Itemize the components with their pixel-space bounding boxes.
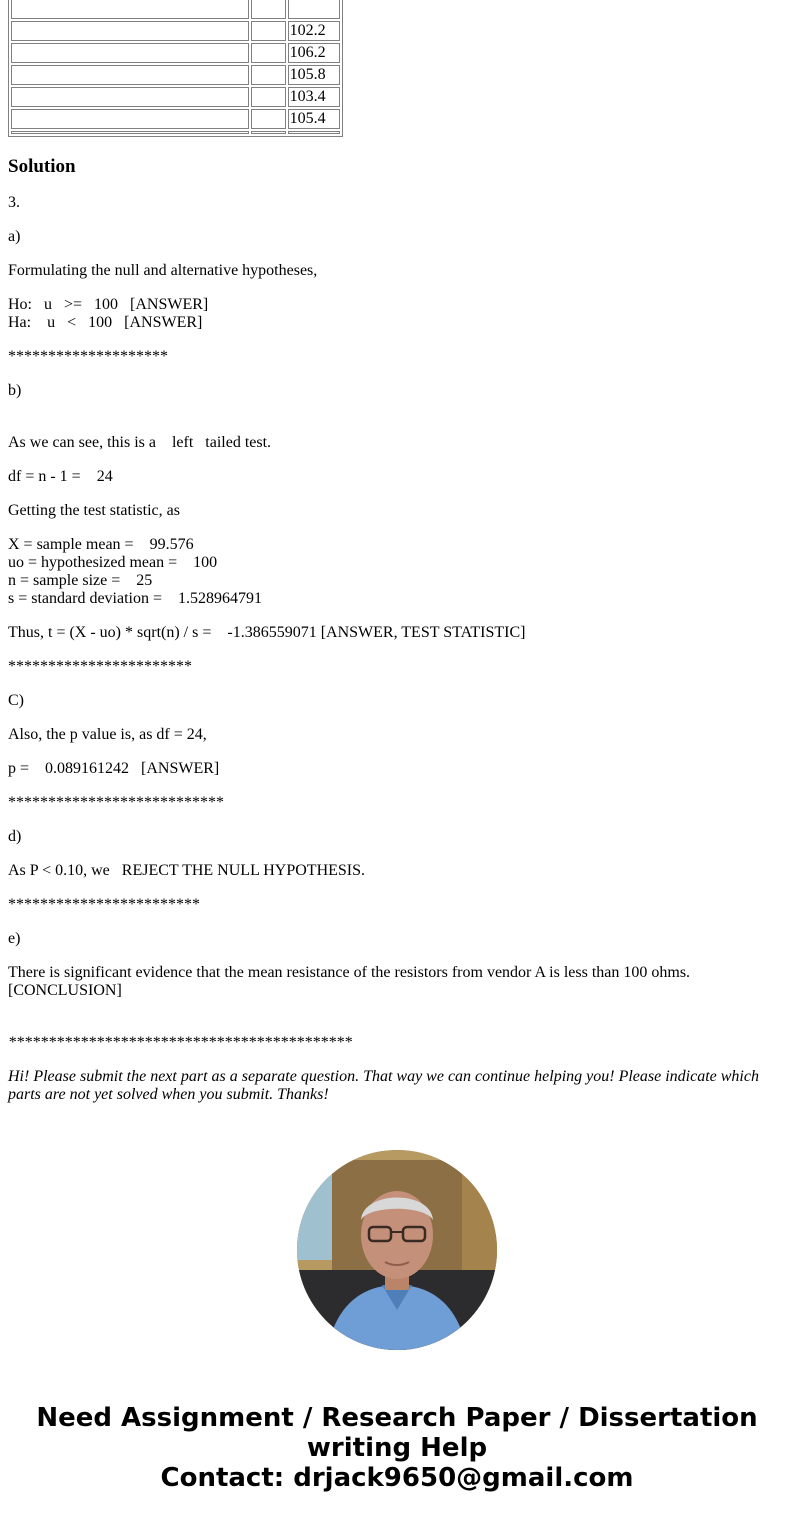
table-row-stub [11, 131, 340, 134]
table-cell: 102.2 [288, 21, 340, 41]
separator: ************************ [8, 896, 200, 913]
hypothesized-mean: uo = hypothesized mean = 100 [8, 554, 218, 571]
test-statistic: Thus, t = (X - uo) * sqrt(n) / s = -1.386559071 [ANSWER, TEST STATISTIC] [8, 624, 526, 641]
p-value: p = 0.089161242 [ANSWER] [8, 760, 220, 777]
table-cell [288, 0, 340, 19]
banner-line-2: writing Help [306, 1433, 488, 1463]
table-cell [251, 87, 285, 107]
table-cell: 105.4 [288, 109, 340, 129]
table-row [11, 43, 340, 63]
hypotheses [8, 296, 786, 332]
alternative-hypothesis: Ha: u < 100 [ANSWER] [8, 314, 203, 331]
conclusion-text: There is significant evidence that the mean resistance of the resistors from vendor A is less than 100 ohms. [8, 964, 691, 981]
table-row [11, 87, 340, 107]
solution-heading: Solution [8, 156, 76, 177]
author-photo [297, 1150, 497, 1350]
sample-mean: X = sample mean = 99.576 [8, 536, 194, 553]
sample-size: n = sample size = 25 [8, 572, 153, 589]
separator: ******************************************* [8, 1034, 352, 1051]
banner-line-1: Need Assignment / Research Paper / Dissertation [36, 1403, 758, 1433]
table-cell [11, 65, 249, 85]
table-row [11, 0, 340, 19]
tail-statement: As we can see, this is a left tailed test. [8, 434, 272, 451]
separator: ******************** [8, 348, 168, 365]
document [8, 0, 786, 1355]
table-cell [11, 87, 249, 107]
promo-banner [0, 1403, 794, 1493]
table-cell [11, 109, 249, 129]
table-row [11, 65, 340, 85]
conclusion [8, 964, 786, 1000]
separator: *********************** [8, 658, 192, 675]
separator: *************************** [8, 794, 224, 811]
question-number: 3. [8, 194, 20, 211]
part-b-label: b) [8, 382, 22, 399]
test-statistic-intro: Getting the test statistic, as [8, 502, 180, 519]
banner-contact: Contact: drjack9650@gmail.com [160, 1463, 634, 1493]
avatar-container [8, 1150, 786, 1355]
data-table [8, 0, 343, 137]
part-c-label: C) [8, 692, 24, 709]
table-cell [11, 21, 249, 41]
table-cell [251, 21, 285, 41]
table-cell [251, 65, 285, 85]
table-cell [11, 43, 249, 63]
p-value-intro: Also, the p value is, as df = 24, [8, 726, 207, 743]
part-a-label: a) [8, 228, 21, 245]
table-row [11, 21, 340, 41]
table-row [11, 109, 340, 129]
table-cell [251, 0, 285, 19]
table-cell [251, 43, 285, 63]
table-cell: 106.2 [288, 43, 340, 63]
part-d-label: d) [8, 828, 22, 845]
table-cell: 103.4 [288, 87, 340, 107]
part-a-intro: Formulating the null and alternative hypotheses, [8, 262, 318, 279]
standard-deviation: s = standard deviation = 1.528964791 [8, 590, 263, 607]
table-cell [11, 0, 249, 19]
conclusion-tag: [CONCLUSION] [8, 982, 122, 999]
statistics-list [8, 536, 786, 608]
null-hypothesis: Ho: u >= 100 [ANSWER] [8, 296, 209, 313]
avatar [297, 1150, 497, 1350]
table-cell [251, 109, 285, 129]
part-e-label: e) [8, 930, 21, 947]
table-cell: 105.8 [288, 65, 340, 85]
degrees-of-freedom: df = n - 1 = 24 [8, 468, 113, 485]
decision: As P < 0.10, we REJECT THE NULL HYPOTHESIS. [8, 862, 366, 879]
help-note: Hi! Please submit the next part as a separate question. That way we can continue helping you! Please indicate which parts are not yet solved when you submit. Thanks! [8, 1068, 759, 1103]
